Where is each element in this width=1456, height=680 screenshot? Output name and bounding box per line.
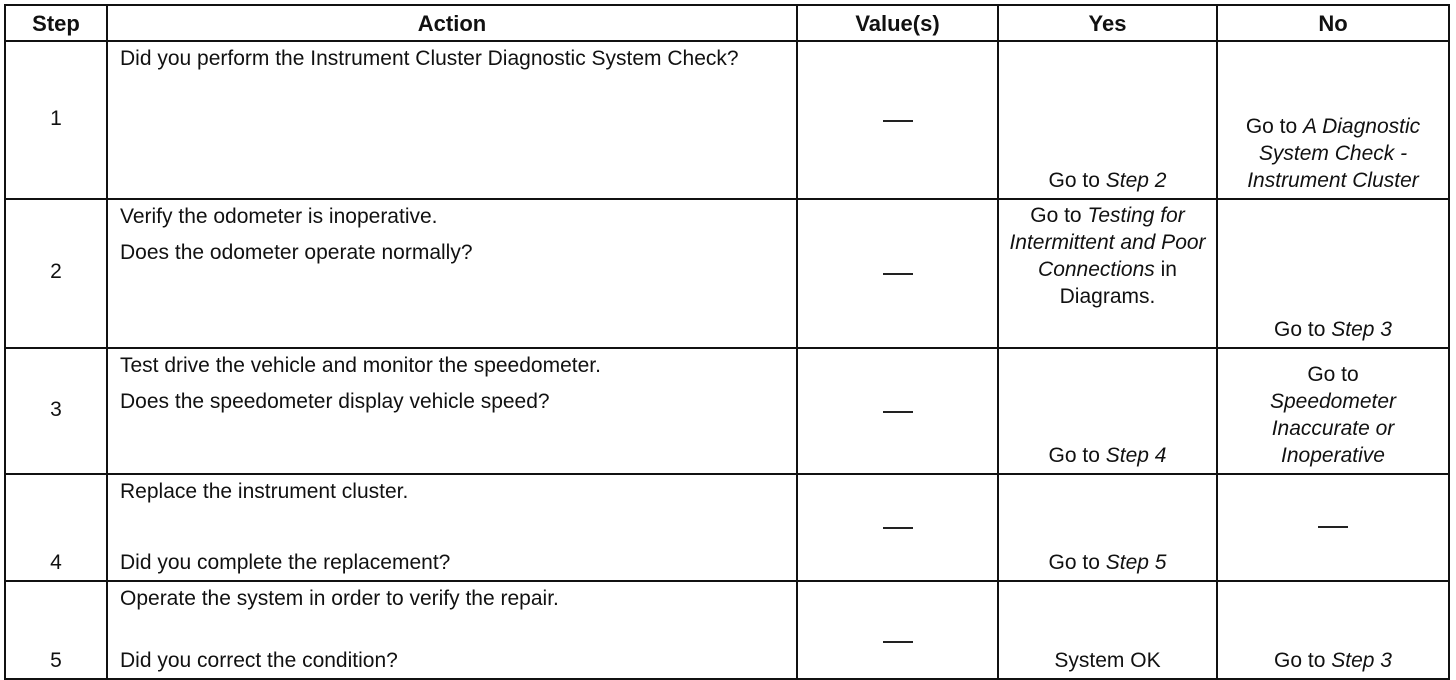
header-value: Value(s) [797, 5, 998, 41]
action-question: Does the odometer operate normally? [120, 241, 473, 264]
action-text: Test drive the vehicle and monitor the speedometer. [120, 354, 601, 377]
value-dash [883, 273, 913, 275]
yes-link[interactable]: Step 2 [1105, 169, 1167, 192]
yes-cell[interactable]: System OK [998, 581, 1217, 679]
yes-link[interactable]: Step 5 [1105, 551, 1167, 574]
yes-cell[interactable] [998, 348, 1217, 474]
value-dash [883, 641, 913, 643]
no-dash [1318, 526, 1348, 528]
action-cell [107, 581, 797, 679]
value-cell [797, 348, 998, 474]
action-text: Operate the system in order to verify the repair. [120, 587, 559, 610]
header-no: No [1217, 5, 1449, 41]
yes-cell[interactable] [998, 474, 1217, 581]
header-yes: Yes [998, 5, 1217, 41]
header-action: Action [107, 5, 797, 41]
no-cell[interactable] [1217, 41, 1449, 199]
value-dash [883, 120, 913, 122]
yes-cell[interactable] [998, 199, 1217, 348]
yes-prefix: Go to [1048, 444, 1106, 467]
table-row [5, 348, 1449, 474]
no-prefix: Go to [1274, 318, 1332, 341]
step-number: 1 [5, 41, 107, 199]
table-row [5, 41, 1449, 199]
table-row [5, 474, 1449, 581]
yes-prefix: Go to [1030, 204, 1088, 227]
no-cell[interactable] [1217, 348, 1449, 474]
action-text: Replace the instrument cluster. [120, 480, 409, 503]
yes-cell[interactable] [998, 41, 1217, 199]
step-number: 2 [5, 199, 107, 348]
action-question: Does the speedometer display vehicle speed? [120, 390, 550, 413]
no-link[interactable]: Speedometer Inaccurate or Inoperative [1269, 390, 1397, 467]
no-prefix: Go to [1307, 363, 1359, 386]
action-question: Did you correct the condition? [120, 649, 398, 672]
action-cell [107, 348, 797, 474]
step-number: 5 [5, 581, 107, 679]
action-question: Did you complete the replacement? [120, 551, 451, 574]
no-link[interactable]: Step 3 [1331, 318, 1392, 341]
step-number: 3 [5, 348, 107, 474]
action-text: Verify the odometer is inoperative. [120, 205, 438, 228]
table-row [5, 199, 1449, 348]
action-text: Did you perform the Instrument Cluster Diagnostic System Check? [120, 47, 739, 70]
no-link[interactable]: A Diagnostic System Check - Instrument Cluster [1247, 115, 1421, 192]
value-dash [883, 527, 913, 529]
no-prefix: Go to [1245, 115, 1304, 138]
yes-prefix: Go to [1048, 169, 1106, 192]
action-cell [107, 199, 797, 348]
header-step: Step [5, 5, 107, 41]
value-cell [797, 199, 998, 348]
value-dash [883, 411, 913, 413]
yes-suffix: in Diagrams. [1059, 258, 1177, 308]
action-cell [107, 474, 797, 581]
no-cell[interactable] [1217, 199, 1449, 348]
step-number: 4 [5, 474, 107, 581]
header-row [5, 5, 1449, 41]
no-prefix: Go to [1274, 649, 1332, 672]
yes-prefix: Go to [1048, 551, 1106, 574]
table-row [5, 581, 1449, 679]
value-cell [797, 581, 998, 679]
no-link[interactable]: Step 3 [1331, 649, 1392, 672]
yes-link[interactable]: Testing for Intermittent and Poor Connections [1009, 204, 1206, 281]
value-cell [797, 41, 998, 199]
yes-link[interactable]: Step 4 [1105, 444, 1167, 467]
no-cell [1217, 474, 1449, 581]
value-cell [797, 474, 998, 581]
diagnostic-table [4, 4, 1450, 680]
no-cell[interactable] [1217, 581, 1449, 679]
action-cell [107, 41, 797, 199]
